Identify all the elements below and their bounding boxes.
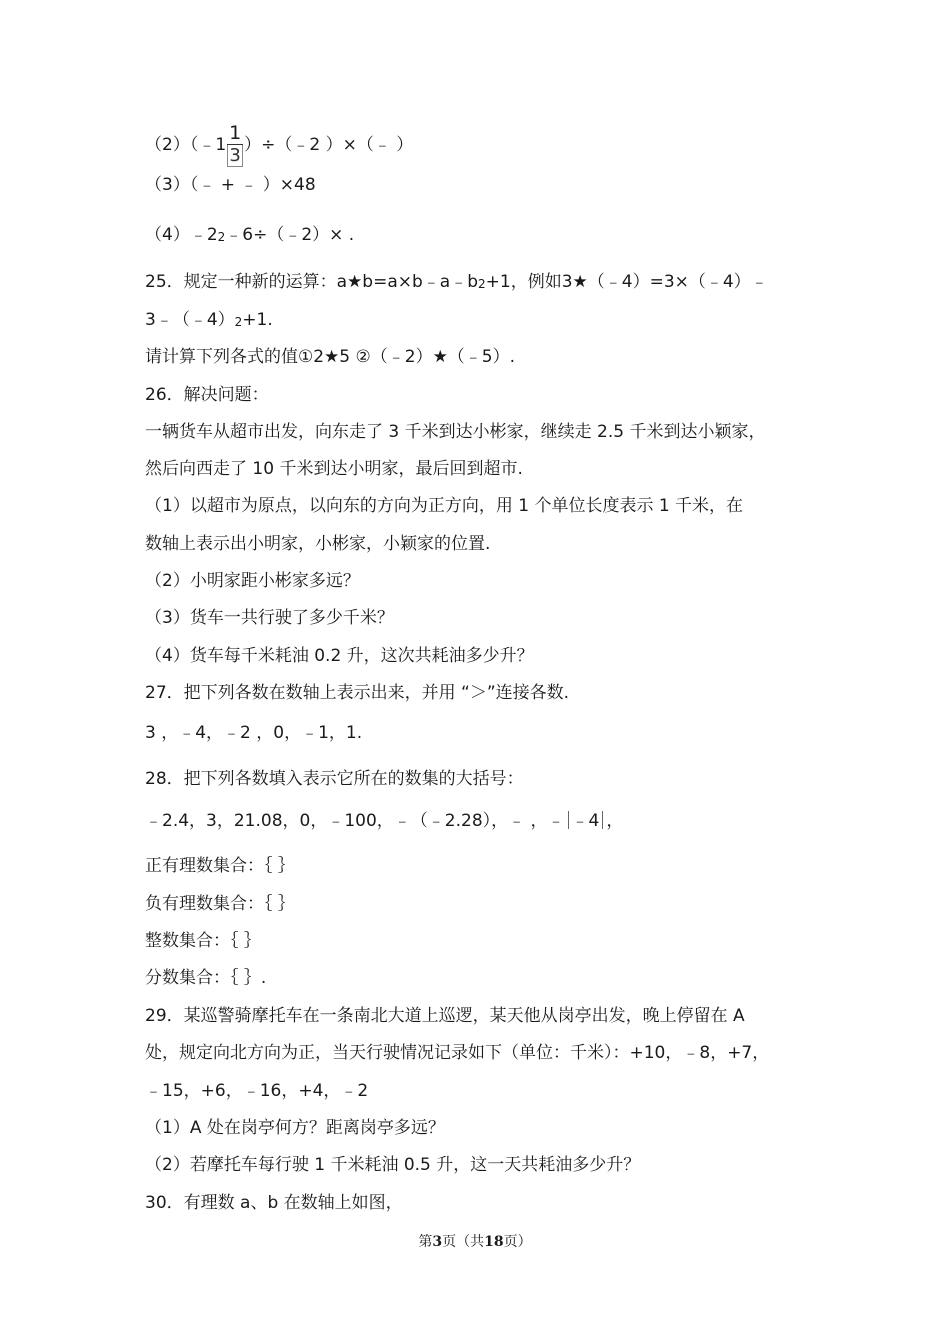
text: 26．解决问题： [145, 385, 269, 405]
text: ﹣2.4，3，21.08，0，﹣100，﹣（﹣2.28），﹣ ，﹣ [145, 811, 565, 831]
text: 25．规定一种新的运算：a★b=a×b﹣a﹣b [145, 272, 478, 292]
page-total: 18 [484, 1234, 504, 1250]
problem-26-line-2 [145, 458, 523, 480]
text: ﹣6÷（﹣2）× . [225, 225, 355, 245]
problem-30-title [145, 1192, 403, 1214]
page-footer [0, 1231, 950, 1251]
text: （2）（﹣1 [145, 135, 227, 155]
exponent: 2 [234, 315, 243, 329]
text: 整数集合：｛ ｝ [145, 931, 261, 951]
problem-26-line-1 [145, 421, 765, 443]
set-fractions [145, 967, 266, 989]
text: ﹣4 [571, 811, 600, 831]
text: （1）A 处在岗亭何方？距离岗亭多远？ [145, 1118, 445, 1138]
text: （3）（﹣ + ﹣ ）×48 [145, 175, 316, 195]
page-number: 3 [432, 1234, 443, 1250]
text: （2）若摩托车每行驶 1 千米耗油 0.5 升，这一天共耗油多少升？ [145, 1155, 641, 1175]
text: （2）小明家距小彬家多远？ [145, 571, 360, 591]
text: （4）﹣2 [145, 225, 218, 245]
text: （3）货车一共行驶了多少千米？ [145, 608, 394, 628]
problem-29-line-1 [145, 1005, 745, 1027]
problem-27-title [145, 682, 569, 704]
problem-24-part-4 [145, 224, 354, 248]
text: 然后向西走了 10 千米到达小明家，最后回到超市. [145, 459, 523, 479]
text: 负有理数集合：｛ ｝ [145, 894, 295, 914]
text: （1）以超市为原点，以向东的方向为正方向，用 1 个单位长度表示 1 千米，在 [145, 496, 744, 516]
footer-text: 页（共 [442, 1234, 485, 1250]
text: 处，规定向北方向为正，当天行驶情况记录如下（单位：千米）：+10，﹣8，+7， [145, 1043, 770, 1063]
text: （4）货车每千米耗油 0.2 升，这次共耗油多少升？ [145, 646, 534, 666]
text: 数轴上表示出小明家，小彬家，小颖家的位置. [145, 534, 491, 554]
text: ）÷（﹣2 ）×（﹣ ） [244, 135, 414, 155]
footer-text: 页） [503, 1234, 532, 1250]
text: 28．把下列各数填入表示它所在的数集的大括号： [145, 769, 524, 789]
problem-27-numbers [145, 722, 362, 744]
exponent: 2 [478, 277, 486, 291]
text: 请计算下列各式的值①2★5 ②（﹣2）★（﹣5）. [145, 347, 516, 367]
text: +1. [242, 310, 273, 330]
problem-29-q1 [145, 1117, 445, 1139]
fraction [227, 123, 243, 167]
fraction-numerator: 1 [229, 122, 242, 144]
problem-26-q1-line-1 [145, 495, 743, 517]
set-negative-rationals [145, 893, 295, 915]
problem-29-line-3 [145, 1080, 368, 1102]
text: 27．把下列各数在数轴上表示出来，并用 “＞”连接各数. [145, 683, 570, 703]
text: ， [606, 811, 624, 831]
text: +1，例如3★（﹣4）=3×（﹣4）﹣ [485, 272, 768, 292]
problem-25-line-1 [145, 271, 768, 295]
set-positive-rationals [145, 855, 295, 877]
text: 3 ，﹣4，﹣2 ，0，﹣1，1. [145, 723, 363, 743]
problem-26-q3 [145, 607, 394, 629]
absolute-value-bar [602, 811, 603, 829]
text: 一辆货车从超市出发，向东走了 3 千米到达小彬家，继续走 2.5 千米到达小颖家， [145, 422, 766, 442]
text: 分数集合：｛ ｝. [145, 968, 267, 988]
problem-26-q2 [145, 570, 360, 592]
problem-26-q4 [145, 645, 534, 667]
problem-28-title [145, 768, 524, 790]
text: ﹣15，+6，﹣16，+4，﹣2 [145, 1081, 369, 1101]
fraction-denominator: 3 [227, 145, 243, 167]
footer-text: 第 [418, 1234, 433, 1250]
problem-29-q2 [145, 1154, 640, 1176]
exponent: 2 [217, 230, 226, 244]
problem-26-q1-line-2 [145, 533, 490, 555]
absolute-value-bar [568, 811, 569, 829]
text: 3﹣（﹣4） [145, 310, 235, 330]
problem-24-part-3 [145, 174, 316, 196]
problem-28-numbers [145, 810, 623, 832]
problem-29-line-2 [145, 1042, 769, 1064]
problem-25-line-2 [145, 309, 273, 333]
text: 30．有理数 a、b 在数轴上如图， [145, 1193, 403, 1213]
problem-26-title [145, 384, 269, 406]
text: 正有理数集合：｛ ｝ [145, 856, 295, 876]
set-integers [145, 930, 261, 952]
text: 29．某巡警骑摩托车在一条南北大道上巡逻，某天他从岗亭出发，晚上停留在 A [145, 1006, 745, 1026]
problem-25-line-3 [145, 346, 515, 368]
problem-24-part-2 [145, 123, 413, 167]
